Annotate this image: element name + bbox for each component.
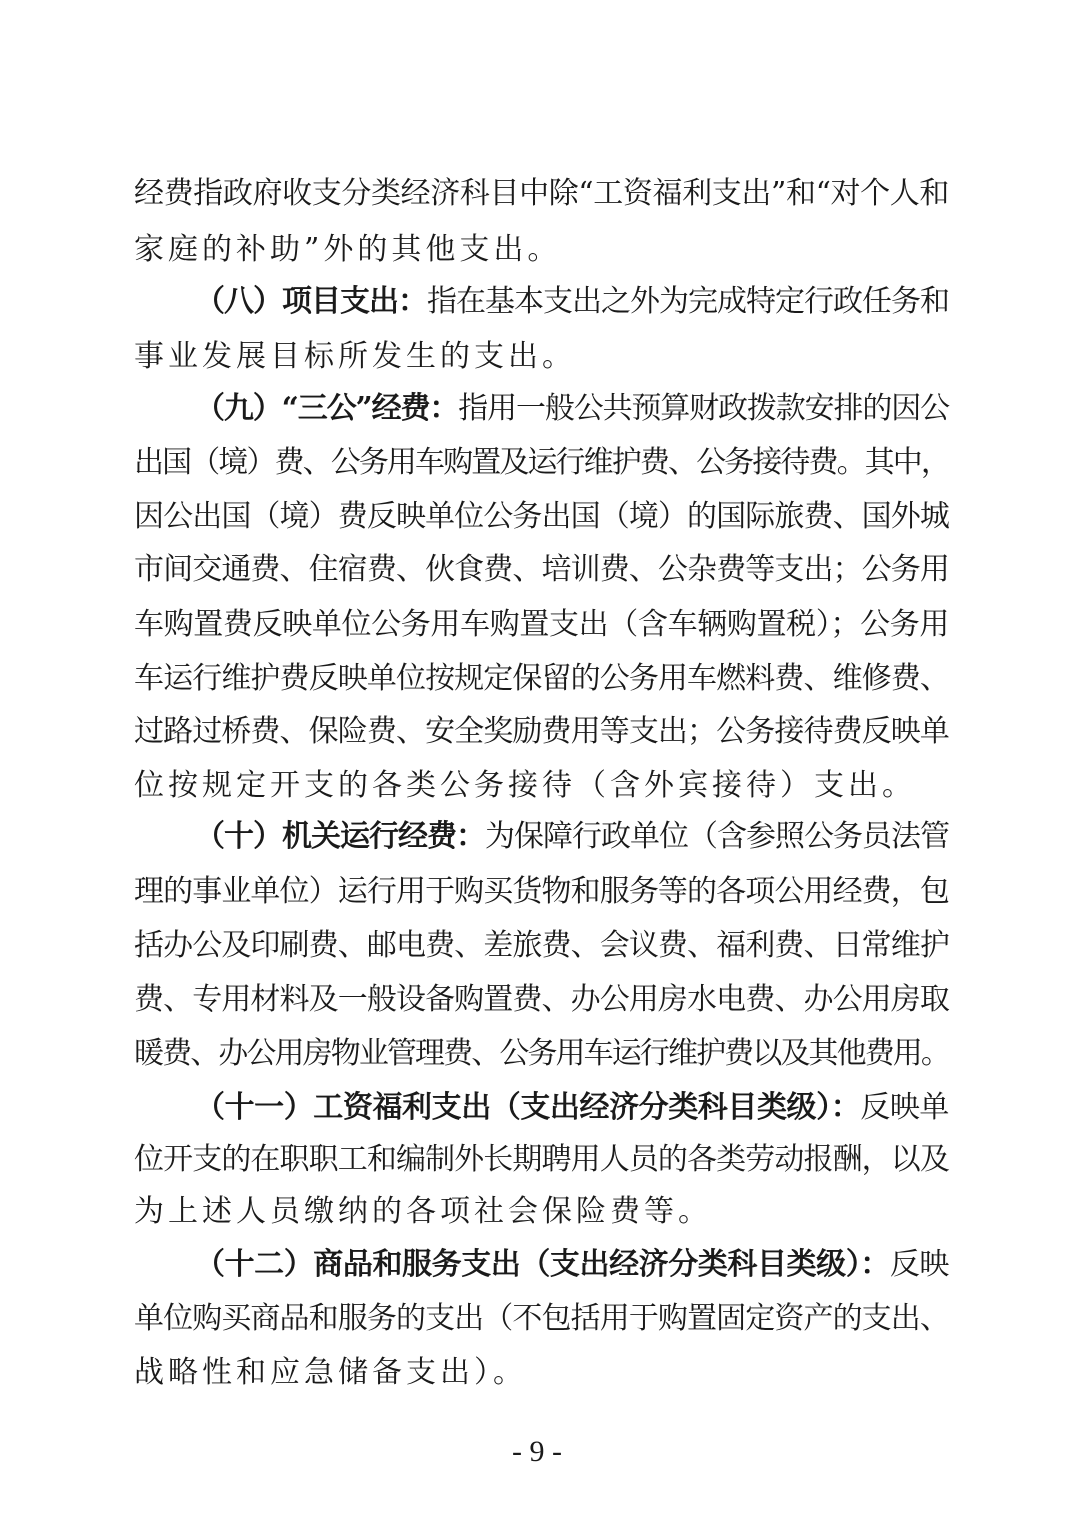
section-heading: （十一）工资福利支出（支出经济分类科目类级）： [195,1090,861,1125]
body-line: 过路过桥费、保险费、安全奖励费用等支出；公务接待费反映单 [134,714,949,749]
section-heading: （十二）商品和服务支出（支出经济分类科目类级）： [195,1247,890,1282]
body-line: 事业发展目标所发生的支出。 [134,339,576,374]
body-line: 位按规定开支的各类公务接待（含外宾接待）支出。 [134,768,916,803]
body-line: 暖费、办公用房物业管理费、公务用车运行维护费以及其他费用。 [134,1036,949,1071]
body-line: 因公出国（境）费反映单位公务出国（境）的国际旅费、国外城 [134,499,949,534]
body-line: 理的事业单位）运行用于购买货物和服务等的各项公用经费，包 [134,874,949,909]
section-heading-line: （八）项目支出：指在基本支出之外为完成特定行政任务和 [195,284,949,319]
body-line: 战略性和应急储备支出）。 [134,1355,527,1390]
body-line: 经费指政府收支分类经济科目中除“工资福利支出”和“对个人和 [134,176,950,211]
body-line: 家庭的补助”外的其他支出。 [134,232,562,267]
section-heading-line: （十二）商品和服务支出（支出经济分类科目类级）：反映 [195,1247,950,1282]
body-line: 车运行维护费反映单位按规定保留的公务用车燃料费、维修费、 [134,661,949,696]
section-heading-line: （十）机关运行经费：为保障行政单位（含参照公务员法管 [195,819,949,854]
body-line: 车购置费反映单位公务用车购置支出（含车辆购置税）；公务用 [134,607,949,642]
section-heading-line: （九）“三公”经费：指用一般公共预算财政拨款安排的因公 [195,391,949,426]
section-heading-line: （十一）工资福利支出（支出经济分类科目类级）：反映单 [195,1090,950,1125]
body-line: 位开支的在职职工和编制外长期聘用人员的各类劳动报酬，以及 [134,1142,949,1177]
page-number: - 9 - [512,1435,562,1468]
body-line: 出国（境）费、公务用车购置及运行维护费、公务接待费。其中， [134,445,949,480]
section-heading: （九）“三公”经费： [195,391,459,426]
body-line: 为上述人员缴纳的各项社会保险费等。 [134,1194,712,1229]
body-line: 费、专用材料及一般设备购置费、办公用房水电费、办公用房取 [134,982,949,1017]
body-line: 括办公及印刷费、邮电费、差旅费、会议费、福利费、日常维护 [134,928,949,963]
section-heading: （十）机关运行经费： [195,819,485,854]
section-heading: （八）项目支出： [195,284,427,319]
body-line: 单位购买商品和服务的支出（不包括用于购置固定资产的支出、 [134,1301,949,1336]
body-line: 市间交通费、住宿费、伙食费、培训费、公杂费等支出；公务用 [134,552,949,587]
